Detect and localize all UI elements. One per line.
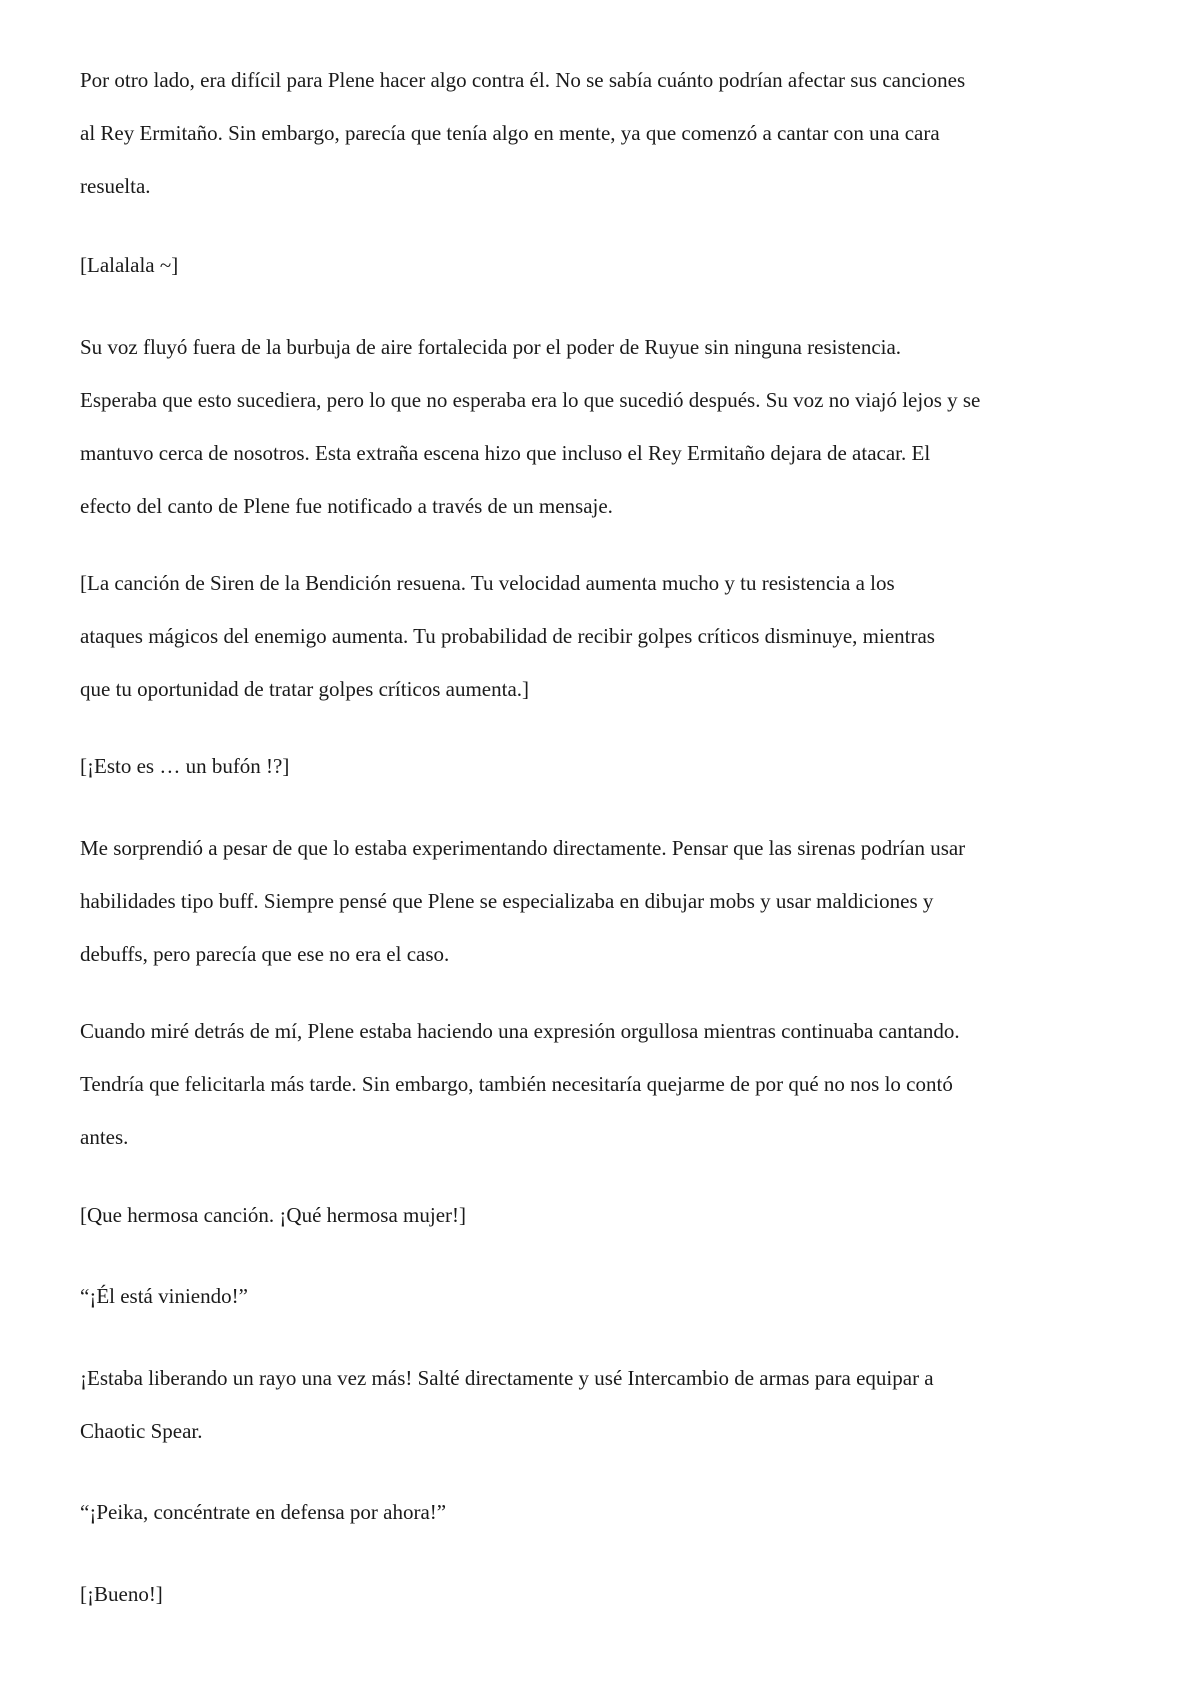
text-line: [La canción de Siren de la Bendición resuena. Tu velocidad aumenta mucho y tu resistencia a los xyxy=(80,571,895,595)
paragraph-5 xyxy=(80,740,289,793)
paragraph-7 xyxy=(80,1005,960,1164)
text-line: Cuando miré detrás de mí, Plene estaba haciendo una expresión orgullosa mientras continuaba cantando. xyxy=(80,1019,960,1043)
text-line: Esperaba que esto sucediera, pero lo que no esperaba era lo que sucedió después. Su voz no viajó lejos y se xyxy=(80,388,981,412)
paragraph-4 xyxy=(80,557,935,716)
text-line: efecto del canto de Plene fue notificado a través de un mensaje. xyxy=(80,494,613,518)
text-line: ¡Estaba liberando un rayo una vez más! Salté directamente y usé Intercambio de armas para equipar a xyxy=(80,1366,934,1390)
paragraph-6 xyxy=(80,822,965,981)
text-line: Por otro lado, era difícil para Plene hacer algo contra él. No se sabía cuánto podrían afectar sus canciones xyxy=(80,68,966,92)
text-line: debuffs, pero parecía que ese no era el caso. xyxy=(80,942,450,966)
text-line: que tu oportunidad de tratar golpes críticos aumenta.] xyxy=(80,677,530,701)
text-line: al Rey Ermitaño. Sin embargo, parecía que tenía algo en mente, ya que comenzó a cantar con una cara xyxy=(80,121,940,145)
paragraph-2 xyxy=(80,239,178,292)
paragraph-11 xyxy=(80,1486,446,1539)
text-line: Tendría que felicitarla más tarde. Sin embargo, también necesitaría quejarme de por qué no nos lo contó xyxy=(80,1072,953,1096)
text-line: Su voz fluyó fuera de la burbuja de aire fortalecida por el poder de Ruyue sin ninguna resistencia. xyxy=(80,335,902,359)
text-line: resuelta. xyxy=(80,174,151,198)
paragraph-3 xyxy=(80,321,980,533)
text-line: [Que hermosa canción. ¡Qué hermosa mujer!] xyxy=(80,1203,467,1227)
paragraph-9 xyxy=(80,1270,248,1323)
text-line: Me sorprendió a pesar de que lo estaba experimentando directamente. Pensar que las sirenas podrían usar xyxy=(80,836,966,860)
text-line: [¡Esto es … un bufón !?] xyxy=(80,754,290,778)
paragraph-10 xyxy=(80,1352,934,1458)
paragraph-1 xyxy=(80,54,965,213)
text-line: ataques mágicos del enemigo aumenta. Tu probabilidad de recibir golpes críticos disminuye, mientras xyxy=(80,624,935,648)
text-line: Chaotic Spear. xyxy=(80,1419,203,1443)
text-line: [¡Bueno!] xyxy=(80,1582,163,1606)
text-line: mantuvo cerca de nosotros. Esta extraña escena hizo que incluso el Rey Ermitaño dejara de atacar. El xyxy=(80,441,931,465)
paragraph-8 xyxy=(80,1189,466,1242)
text-line: [Lalalala ~] xyxy=(80,253,179,277)
paragraph-12 xyxy=(80,1568,163,1621)
text-line: “¡Él está viniendo!” xyxy=(80,1284,248,1308)
text-line: “¡Peika, concéntrate en defensa por ahora!” xyxy=(80,1500,447,1524)
text-line: antes. xyxy=(80,1125,129,1149)
text-line: habilidades tipo buff. Siempre pensé que Plene se especializaba en dibujar mobs y usar maldiciones y xyxy=(80,889,934,913)
